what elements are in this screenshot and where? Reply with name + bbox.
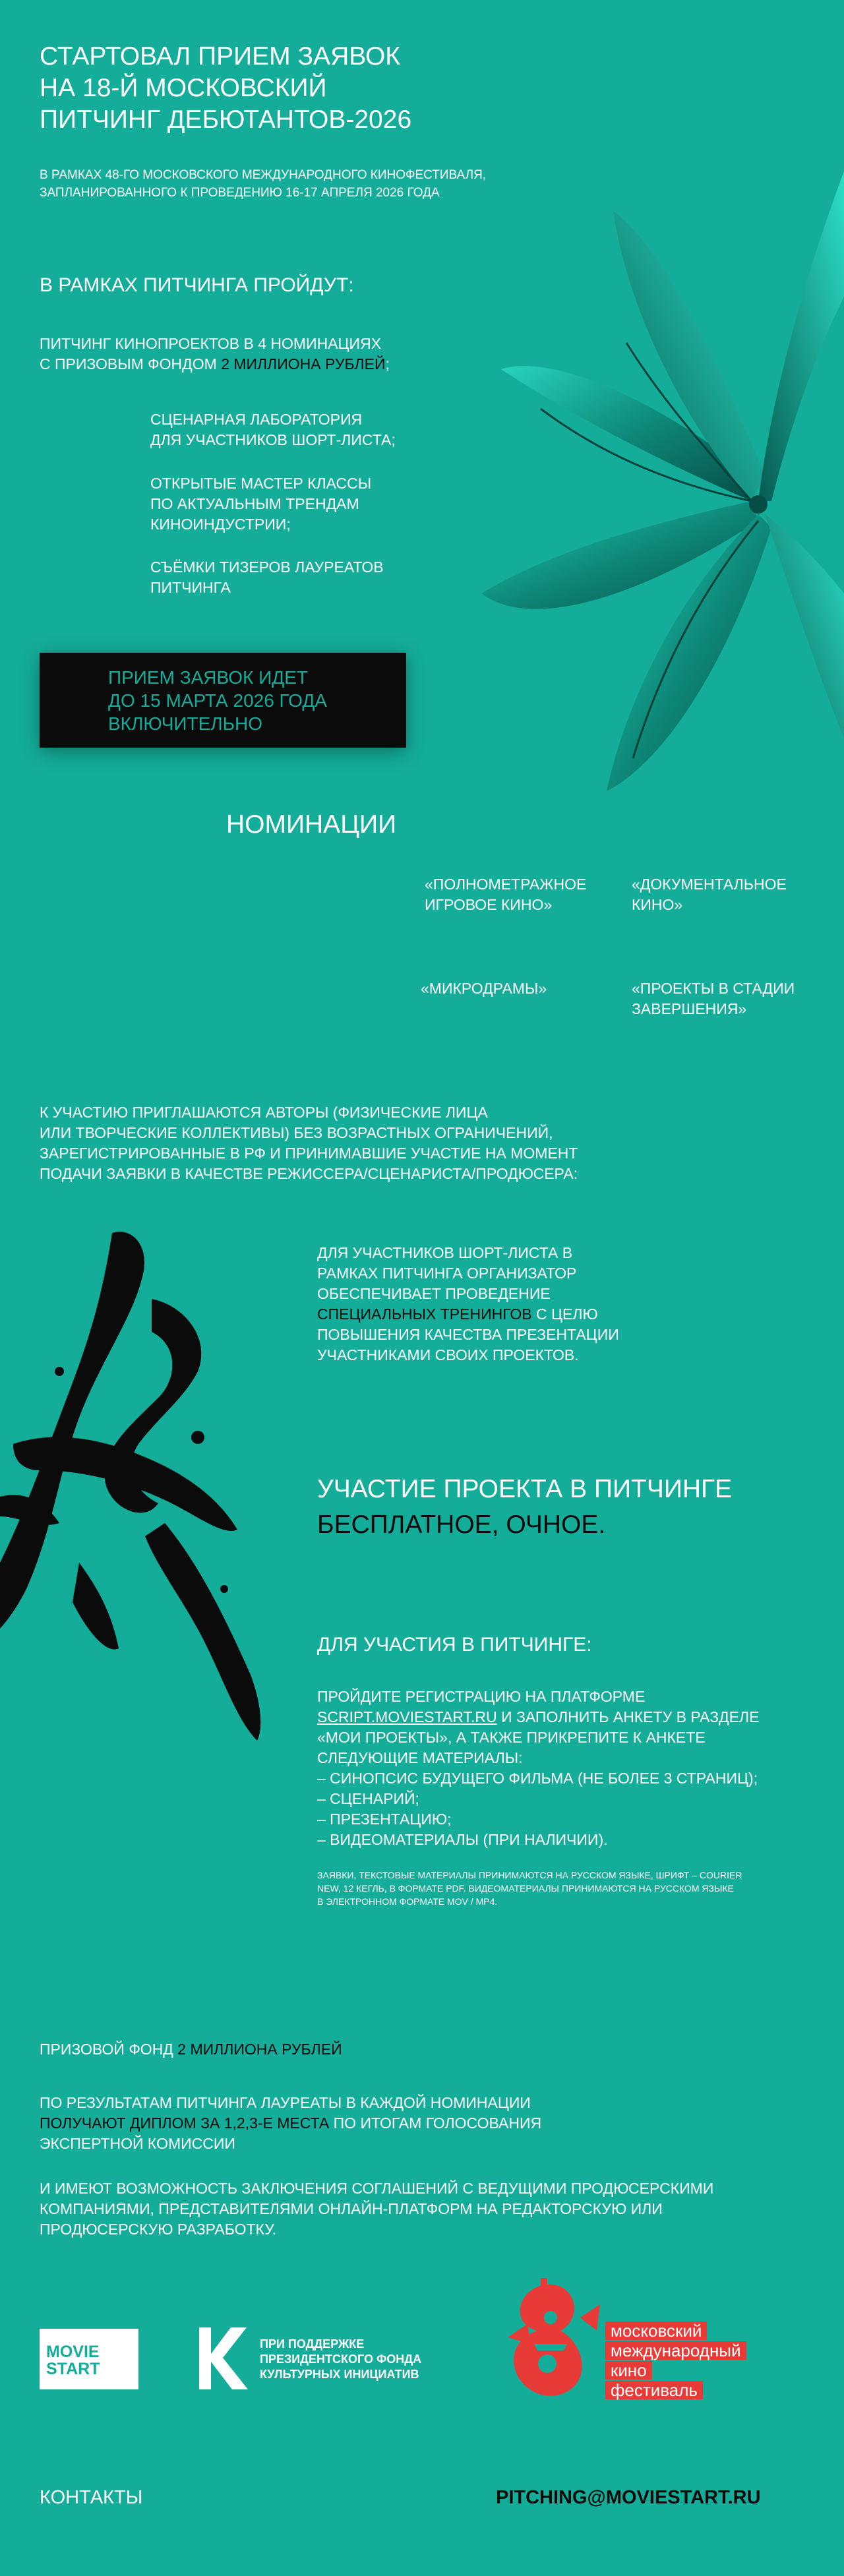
nomination-documentary [632, 874, 836, 915]
howto-note [317, 1869, 831, 1908]
prize-line [40, 2113, 699, 2134]
howto-text [317, 1687, 831, 1850]
program-line: ПО АКТУАЛЬНЫМ ТРЕНДАМ [150, 495, 359, 512]
nomination-line: «ПРОЕКТЫ В СТАДИИ [632, 980, 795, 997]
program-item-pitching [40, 334, 462, 374]
festival-emblem [501, 2278, 607, 2403]
training-line: ДЛЯ УЧАСТНИКОВ ШОРТ-ЛИСТА В [317, 1244, 573, 1261]
howto-line: СЛЕДУЮЩИЕ МАТЕРИАЛЫ: [317, 1749, 523, 1766]
festival-text: московский [605, 2321, 707, 2340]
subtitle-line: В РАМКАХ 48-ГО МОСКОВСКОГО МЕЖДУНАРОДНОГО КИНОФЕСТИВАЛЯ, [40, 168, 487, 182]
deadline-banner [40, 653, 406, 748]
program-line: ПИТЧИНГ КИНОПРОЕКТОВ В 4 НОМИНАЦИЯХ [40, 335, 382, 352]
festival-logo-text [605, 2321, 790, 2401]
page-title [40, 41, 501, 136]
eligibility-line: ПОДАЧИ ЗАЯВКИ В КАЧЕСТВЕ РЕЖИССЕРА/СЦЕНАРИСТА/ПРОДЮСЕРА: [40, 1165, 578, 1182]
training-line: ОБЕСПЕЧИВАЕТ ПРОВЕДЕНИЕ [317, 1285, 551, 1302]
howto-line: – СИНОПСИС БУДУЩЕГО ФИЛЬМА (НЕ БОЛЕЕ 3 СТРАНИЦ); [317, 1770, 758, 1787]
deadline-text [108, 666, 327, 735]
contacts-label: КОНТАКТЫ [40, 2487, 143, 2508]
note-line: NEW, 12 КЕГЛЬ, В ФОРМАТЕ PDF. ВИДЕОМАТЕРИАЛЫ ПРИНИМАЮТСЯ НА РУССКОМ ЯЗЫКЕ [317, 1883, 734, 1894]
training-line: УЧАСТНИКАМИ СВОИХ ПРОЕКТОВ. [317, 1346, 579, 1363]
free-line: УЧАСТИЕ ПРОЕКТА В ПИТЧИНГЕ [317, 1475, 733, 1503]
nomination-completion [632, 978, 836, 1019]
program-line: ДЛЯ УЧАСТНИКОВ ШОРТ-ЛИСТА; [150, 431, 396, 448]
moviestart-logo[interactable] [40, 2329, 138, 2389]
program-item-lab [150, 409, 440, 450]
eligibility-line: ИЛИ ТВОРЧЕСКИЕ КОЛЛЕКТИВЫ) БЕЗ ВОЗРАСТНЫХ ОГРАНИЧЕНИЙ, [40, 1124, 553, 1141]
deadline-line: ПРИЕМ ЗАЯВОК ИДЕТ [108, 667, 308, 688]
training-text-part: С ЦЕЛЮ [531, 1305, 598, 1323]
prize-line: ЭКСПЕРТНОЙ КОМИССИИ [40, 2135, 235, 2152]
logo-text: ПРЕЗИДЕНТСКОГО ФОНДА [260, 2352, 422, 2366]
nomination-microdrama [421, 978, 618, 999]
program-heading: В РАМКАХ ПИТЧИНГА ПРОЙДУТ: [40, 274, 354, 296]
prize-line: ПО РЕЗУЛЬТАТАМ ПИТЧИНГА ЛАУРЕАТЫ В КАЖДОЙ НОМИНАЦИИ [40, 2094, 531, 2111]
note-line: ЗАЯВКИ, ТЕКСТОВЫЕ МАТЕРИАЛЫ ПРИНИМАЮТСЯ НА РУССКОМ ЯЗЫКЕ, ШРИФТ – COURIER [317, 1870, 742, 1880]
contact-email-link[interactable]: PITCHING@MOVIESTART.RU [496, 2487, 761, 2508]
program-line: ОТКРЫТЫЕ МАСТЕР КЛАССЫ [150, 475, 372, 492]
logo-text: КУЛЬТУРНЫХ ИНИЦИАТИВ [260, 2368, 419, 2381]
eligibility-line: ЗАРЕГИСТРИРОВАННЫЕ В РФ И ПРИНИМАВШИЕ УЧАСТИЕ НА МОМЕНТ [40, 1145, 578, 1162]
deadline-line: ВКЛЮЧИТЕЛЬНО [108, 713, 263, 734]
nomination-line: «МИКРОДРАМЫ» [421, 980, 547, 997]
note-line: В ЭЛЕКТРОННОМ ФОРМАТЕ MOV / MP4. [317, 1896, 498, 1907]
prize-highlight: 2 МИЛЛИОНА РУБЛЕЙ [221, 355, 386, 373]
prize-highlight: 2 МИЛЛИОНА РУБЛЕЙ [177, 2041, 342, 2058]
platform-link[interactable]: SCRIPT.MOVIESTART.RU [317, 1708, 497, 1725]
ink-brush-illustration [0, 1220, 284, 1747]
title-line: НА 18-Й МОСКОВСКИЙ [40, 74, 327, 102]
program-line [40, 354, 462, 374]
prize-highlight: ПОЛУЧАЮТ ДИПЛОМ ЗА 1,2,3-Е МЕСТА [40, 2114, 330, 2132]
logo-text: ПРИ ПОДДЕРЖКЕ [260, 2337, 365, 2351]
pfki-logo-text [260, 2337, 471, 2382]
howto-line: ПРОЙДИТЕ РЕГИСТРАЦИЮ НА ПЛАТФОРМЕ [317, 1688, 646, 1705]
nomination-line: «ПОЛНОМЕТРАЖНОЕ [425, 876, 587, 893]
program-line: КИНОИНДУСТРИИ; [150, 516, 291, 533]
howto-heading: ДЛЯ УЧАСТИЯ В ПИТЧИНГЕ: [317, 1634, 592, 1656]
festival-text: фестиваль [605, 2381, 703, 2399]
flower-illustration [462, 132, 844, 831]
program-item-teasers [150, 557, 440, 598]
title-line: СТАРТОВАЛ ПРИЕМ ЗАЯВОК [40, 42, 401, 71]
festival-text: кино [605, 2361, 652, 2380]
deadline-line: ДО 15 МАРТА 2026 ГОДА [108, 690, 327, 711]
page-subtitle [40, 166, 567, 202]
training-line [317, 1304, 686, 1325]
program-line: ПИТЧИНГА [150, 579, 231, 596]
eligibility-line: К УЧАСТИЮ ПРИГЛАШАЮТСЯ АВТОРЫ (ФИЗИЧЕСКИЕ ЛИЦА [40, 1104, 488, 1121]
training-highlight: СПЕЦИАЛЬНЫХ ТРЕНИНГОВ [317, 1305, 532, 1323]
howto-line: – СЦЕНАРИЙ; [317, 1790, 419, 1807]
pfki-k-logo [199, 2327, 248, 2389]
prize-line: ПРОДЮСЕРСКУЮ РАЗРАБОТКУ. [40, 2221, 277, 2238]
prize-text: ПРИЗОВОЙ ФОНД [40, 2041, 178, 2058]
program-line: СЪЁМКИ ТИЗЕРОВ ЛАУРЕАТОВ [150, 558, 384, 576]
logo-text: MOVIE [46, 2343, 100, 2361]
nomination-line: КИНО» [632, 896, 683, 913]
howto-line: «МОИ ПРОЕКТЫ», А ТАКЖЕ ПРИКРЕПИТЕ К АНКЕТЕ [317, 1729, 706, 1746]
prize-fund [40, 2039, 501, 2060]
prize-line: КОМПАНИЯМИ, ПРЕДСТАВИТЕЛЯМИ ОНЛАЙН-ПЛАТФОРМ НА РЕДАКТОРСКУЮ ИЛИ [40, 2200, 663, 2217]
program-text: ; [385, 355, 390, 373]
title-line: ПИТЧИНГ ДЕБЮТАНТОВ-2026 [40, 105, 412, 134]
program-text: С ПРИЗОВЫМ ФОНДОМ [40, 355, 222, 373]
howto-line [317, 1707, 831, 1727]
howto-line: – ВИДЕОМАТЕРИАЛЫ (ПРИ НАЛИЧИИ). [317, 1831, 608, 1848]
prize-results [40, 2093, 699, 2154]
nomination-line: ИГРОВОЕ КИНО» [425, 896, 553, 913]
training-line: ПОВЫШЕНИЯ КАЧЕСТВА ПРЕЗЕНТАЦИИ [317, 1326, 619, 1343]
prize-text: ПО ИТОГАМ ГОЛОСОВАНИЯ [329, 2114, 542, 2132]
howto-line: – ПРЕЗЕНТАЦИЮ; [317, 1811, 452, 1828]
free-participation [317, 1472, 818, 1543]
festival-text: международный [605, 2341, 746, 2360]
subtitle-line: ЗАПЛАНИРОВАННОГО К ПРОВЕДЕНИЮ 16-17 АПРЕЛЯ 2026 ГОДА [40, 186, 440, 200]
prize-line: И ИМЕЮТ ВОЗМОЖНОСТЬ ЗАКЛЮЧЕНИЯ СОГЛАШЕНИЙ С ВЕДУЩИМИ ПРОДЮСЕРСКИМИ [40, 2180, 714, 2197]
nominations-heading: НОМИНАЦИИ [226, 810, 397, 839]
nomination-line: ЗАВЕРШЕНИЯ» [632, 1000, 747, 1017]
training-line: РАМКАХ ПИТЧИНГА ОРГАНИЗАТОР [317, 1265, 577, 1282]
training-text [317, 1243, 686, 1365]
logo-text: START [46, 2360, 100, 2378]
prize-opportunities [40, 2178, 791, 2240]
program-line: СЦЕНАРНАЯ ЛАБОРАТОРИЯ [150, 411, 363, 428]
free-line-highlight: БЕСПЛАТНОЕ, ОЧНОЕ. [317, 1511, 606, 1539]
eligibility-text [40, 1102, 699, 1184]
nomination-feature [425, 874, 622, 915]
howto-text-part: И ЗАПОЛНИТЬ АНКЕТУ В РАЗДЕЛЕ [497, 1708, 760, 1725]
program-item-masterclass [150, 473, 440, 535]
nomination-line: «ДОКУМЕНТАЛЬНОЕ [632, 876, 787, 893]
